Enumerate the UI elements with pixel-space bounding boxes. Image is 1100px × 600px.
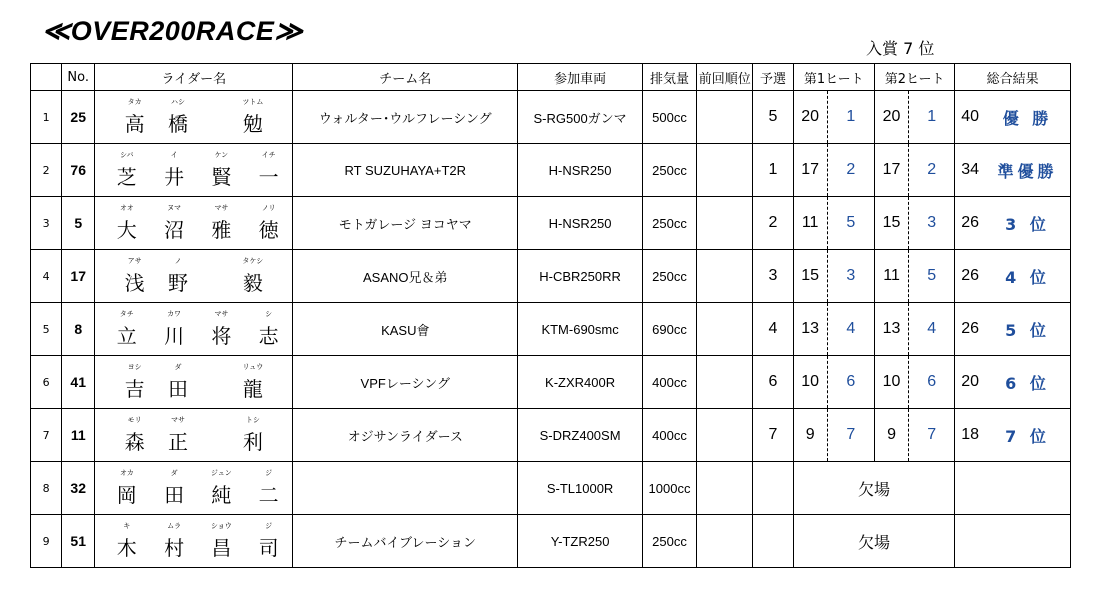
rider-name-furigana: ダ: [170, 469, 178, 477]
bike-model: KTM-690smc: [518, 303, 643, 356]
heat1-points: 10: [793, 356, 827, 409]
table-row: [31, 144, 1071, 197]
heat1-rank: 6: [827, 356, 874, 409]
rider-name: [95, 197, 293, 250]
rider-name-char: 毅: [242, 271, 263, 295]
rider-name-char: 森: [124, 430, 145, 454]
rider-name-furigana: ツトム: [242, 98, 264, 106]
rider-name: [95, 409, 293, 462]
rider-number: 5: [62, 197, 95, 250]
prev-rank: [697, 250, 753, 303]
rider-name-grid: [95, 356, 292, 408]
result-empty: [955, 462, 1071, 515]
heat2-rank: 6: [909, 356, 955, 409]
rider-name-char: 木: [116, 536, 137, 560]
rider-name-furigana: ハシ: [171, 98, 185, 106]
team-name: ウォルター･ウルフレーシング: [293, 91, 518, 144]
rider-name-furigana: ムラ: [167, 522, 182, 530]
rider-name-furigana: マサ: [171, 416, 185, 424]
rider-name-char: 高: [124, 112, 145, 136]
heat1-points: 9: [793, 409, 827, 462]
displacement: 250cc: [642, 250, 696, 303]
rider-name-char: 一: [258, 165, 279, 189]
rider-name-furigana: ショウ: [210, 522, 232, 530]
absent-label: 欠場: [793, 515, 955, 568]
header-heat2: 第2ヒート: [874, 64, 954, 91]
team-name: ASANO兄＆弟: [293, 250, 518, 303]
header-prev-rank: 前回順位: [697, 64, 753, 91]
team-name: RT SUZUHAYA+T2R: [293, 144, 518, 197]
rider-name-char: 芝: [116, 165, 137, 189]
team-name: KASU會: [293, 303, 518, 356]
rider-name-furigana: シバ: [120, 151, 134, 159]
qualifying: [753, 515, 793, 568]
heat2-rank: 7: [909, 409, 955, 462]
heat2-points: 13: [874, 303, 908, 356]
row-index: 5: [31, 303, 62, 356]
rider-number: 17: [62, 250, 95, 303]
rider-number: 8: [62, 303, 95, 356]
rider-name-furigana: ノリ: [261, 204, 276, 212]
rider-name-char: 立: [116, 324, 137, 348]
final-result: 優 勝: [985, 91, 1071, 144]
heat2-rank: 3: [909, 197, 955, 250]
prize-note: 入賞 7 位: [866, 39, 935, 58]
rider-name-char: 村: [164, 536, 185, 560]
table-row: [31, 409, 1071, 462]
heat2-rank: 5: [909, 250, 955, 303]
bike-model: S-TL1000R: [518, 462, 643, 515]
rider-number: 41: [62, 356, 95, 409]
qualifying: 2: [753, 197, 793, 250]
rider-name-char: 雅: [211, 218, 232, 242]
rider-name-furigana: タカ: [127, 98, 142, 106]
rider-name-char: 純: [211, 483, 232, 507]
bike-model: K-ZXR400R: [518, 356, 643, 409]
rider-name-char: 井: [164, 165, 185, 189]
heat1-points: 15: [793, 250, 827, 303]
heat2-points: 17: [874, 144, 908, 197]
rider-name-char: 川: [164, 324, 185, 348]
final-result: 5 位: [985, 303, 1071, 356]
rider-name-grid: [95, 409, 292, 461]
heat2-points: 15: [874, 197, 908, 250]
displacement: 500cc: [642, 91, 696, 144]
rider-name-furigana: モリ: [127, 416, 142, 424]
rider-name-furigana: オオ: [119, 204, 134, 212]
rider-name-char: 賢: [211, 165, 232, 189]
header-team: チーム名: [293, 64, 518, 91]
prev-rank: [697, 303, 753, 356]
table-row: [31, 197, 1071, 250]
prev-rank: [697, 197, 753, 250]
qualifying: 4: [753, 303, 793, 356]
rider-name-furigana: ヌマ: [167, 204, 182, 212]
rider-name-char: 勉: [242, 112, 263, 136]
total-points: 26: [955, 303, 985, 356]
rider-name-char: 沼: [164, 218, 185, 242]
team-name: [293, 462, 518, 515]
rider-name-furigana: ノ: [174, 257, 182, 265]
result-empty: [955, 515, 1071, 568]
rider-name-furigana: シ: [265, 310, 273, 318]
row-index: 6: [31, 356, 62, 409]
rider-name: [95, 303, 293, 356]
team-name: VPFレーシング: [293, 356, 518, 409]
table-row: [31, 91, 1071, 144]
heat1-points: 20: [793, 91, 827, 144]
table-row: [31, 356, 1071, 409]
rider-name-furigana: カワ: [167, 310, 182, 318]
final-result: 3 位: [985, 197, 1071, 250]
qualifying: 7: [753, 409, 793, 462]
rider-name-furigana: イチ: [261, 151, 276, 159]
rider-name-char: 利: [242, 430, 263, 454]
rider-name-furigana: タケシ: [242, 257, 264, 265]
rider-name-furigana: アサ: [127, 257, 142, 265]
rider-name-grid: [95, 303, 292, 355]
total-points: 34: [955, 144, 985, 197]
table-row: [31, 303, 1071, 356]
rider-name-furigana: トシ: [245, 416, 260, 424]
rider-name-furigana: ダ: [174, 363, 182, 371]
heat2-points: 20: [874, 91, 908, 144]
displacement: 690cc: [642, 303, 696, 356]
row-index: 7: [31, 409, 62, 462]
heat1-points: 11: [793, 197, 827, 250]
rider-name: [95, 144, 293, 197]
rider-name-char: 二: [258, 483, 279, 507]
displacement: 250cc: [642, 197, 696, 250]
rider-name: [95, 91, 293, 144]
displacement: 1000cc: [642, 462, 696, 515]
team-name: モトガレージ ヨコヤマ: [293, 197, 518, 250]
rider-name-char: 岡: [116, 483, 137, 507]
bike-model: S-DRZ400SM: [518, 409, 643, 462]
rider-name: [95, 515, 293, 568]
rider-name-char: 志: [258, 324, 279, 348]
header-result: 総合結果: [955, 64, 1071, 91]
heat1-rank: 2: [827, 144, 874, 197]
rider-name-grid: [95, 515, 292, 567]
row-index: 9: [31, 515, 62, 568]
final-result: 7 位: [985, 409, 1071, 462]
qualifying: 6: [753, 356, 793, 409]
rider-name-furigana: マサ: [214, 204, 229, 212]
heat2-rank: 2: [909, 144, 955, 197]
absent-label: 欠場: [793, 462, 955, 515]
rider-name-grid: [95, 91, 292, 143]
header-index: [31, 64, 62, 91]
prev-rank: [697, 91, 753, 144]
table-row: [31, 462, 1071, 515]
prev-rank: [697, 144, 753, 197]
qualifying: 3: [753, 250, 793, 303]
rider-number: 51: [62, 515, 95, 568]
rider-name-furigana: キ: [123, 522, 131, 530]
rider-name-furigana: マサ: [214, 310, 229, 318]
rider-name-char: 昌: [211, 536, 232, 560]
header-qualifying: 予選: [753, 64, 793, 91]
heat2-rank: 1: [909, 91, 955, 144]
displacement: 400cc: [642, 409, 696, 462]
rider-name-char: 田: [164, 483, 185, 507]
heat1-rank: 7: [827, 409, 874, 462]
header-bike: 参加車両: [518, 64, 643, 91]
qualifying: 1: [753, 144, 793, 197]
table-row: [31, 515, 1071, 568]
rider-name: [95, 462, 293, 515]
displacement: 250cc: [642, 144, 696, 197]
team-name: チームバイブレーション: [293, 515, 518, 568]
prev-rank: [697, 409, 753, 462]
prev-rank: [697, 462, 753, 515]
total-points: 26: [955, 250, 985, 303]
rider-name: [95, 250, 293, 303]
rider-name-furigana: ヨシ: [127, 363, 142, 371]
heat2-points: 11: [874, 250, 908, 303]
heat1-rank: 1: [827, 91, 874, 144]
results-table: [30, 63, 1071, 568]
heat1-points: 17: [793, 144, 827, 197]
rider-name-char: 大: [116, 218, 137, 242]
displacement: 250cc: [642, 515, 696, 568]
rider-name-char: 橋: [168, 112, 188, 136]
page-title: ≪OVER200RACE≫: [42, 16, 304, 46]
row-index: 3: [31, 197, 62, 250]
total-points: 26: [955, 197, 985, 250]
heat1-rank: 4: [827, 303, 874, 356]
rider-name-char: 田: [168, 377, 188, 401]
rider-name-char: 正: [168, 430, 188, 454]
heat2-points: 10: [874, 356, 908, 409]
rider-name-char: 徳: [258, 218, 279, 242]
row-index: 8: [31, 462, 62, 515]
total-points: 18: [955, 409, 985, 462]
rider-name: [95, 356, 293, 409]
heat2-rank: 4: [909, 303, 955, 356]
heat2-points: 9: [874, 409, 908, 462]
row-index: 4: [31, 250, 62, 303]
heat1-rank: 5: [827, 197, 874, 250]
header-rider: ライダー名: [95, 64, 293, 91]
bike-model: S-RG500ガンマ: [518, 91, 643, 144]
row-index: 1: [31, 91, 62, 144]
rider-name-char: 吉: [124, 377, 145, 401]
rider-name-char: 野: [168, 271, 188, 295]
rider-name-char: 浅: [124, 271, 145, 295]
bike-model: Y-TZR250: [518, 515, 643, 568]
header-displacement: 排気量: [642, 64, 696, 91]
total-points: 20: [955, 356, 985, 409]
rider-name-furigana: ジ: [265, 469, 273, 477]
bike-model: H-NSR250: [518, 144, 643, 197]
qualifying: [753, 462, 793, 515]
rider-name-grid: [95, 197, 292, 249]
rider-number: 76: [62, 144, 95, 197]
displacement: 400cc: [642, 356, 696, 409]
rider-name-furigana: ジュン: [210, 469, 232, 477]
header-no: No.: [62, 64, 95, 91]
prev-rank: [697, 515, 753, 568]
final-result: 4 位: [985, 250, 1071, 303]
header-row: [31, 64, 1071, 91]
table-row: [31, 250, 1071, 303]
rider-number: 32: [62, 462, 95, 515]
bike-model: H-CBR250RR: [518, 250, 643, 303]
rider-name-char: 司: [258, 536, 279, 560]
rider-name-furigana: イ: [170, 151, 178, 159]
rider-number: 25: [62, 91, 95, 144]
total-points: 40: [955, 91, 985, 144]
rider-name-grid: [95, 462, 292, 514]
rider-name-char: 将: [211, 324, 232, 348]
header-heat1: 第1ヒート: [793, 64, 874, 91]
rider-name-grid: [95, 250, 292, 302]
prev-rank: [697, 356, 753, 409]
qualifying: 5: [753, 91, 793, 144]
team-name: オジサンライダース: [293, 409, 518, 462]
rider-name-char: 龍: [242, 377, 263, 401]
heat1-points: 13: [793, 303, 827, 356]
rider-name-furigana: ジ: [265, 522, 273, 530]
rider-name-furigana: リュウ: [242, 363, 264, 371]
rider-name-furigana: タチ: [119, 310, 134, 318]
heat1-rank: 3: [827, 250, 874, 303]
rider-name-furigana: ケン: [214, 151, 229, 159]
row-index: 2: [31, 144, 62, 197]
final-result: 6 位: [985, 356, 1071, 409]
rider-name-furigana: オカ: [119, 469, 134, 477]
rider-number: 11: [62, 409, 95, 462]
final-result: 準優勝: [985, 144, 1071, 197]
rider-name-grid: [95, 144, 292, 196]
bike-model: H-NSR250: [518, 197, 643, 250]
